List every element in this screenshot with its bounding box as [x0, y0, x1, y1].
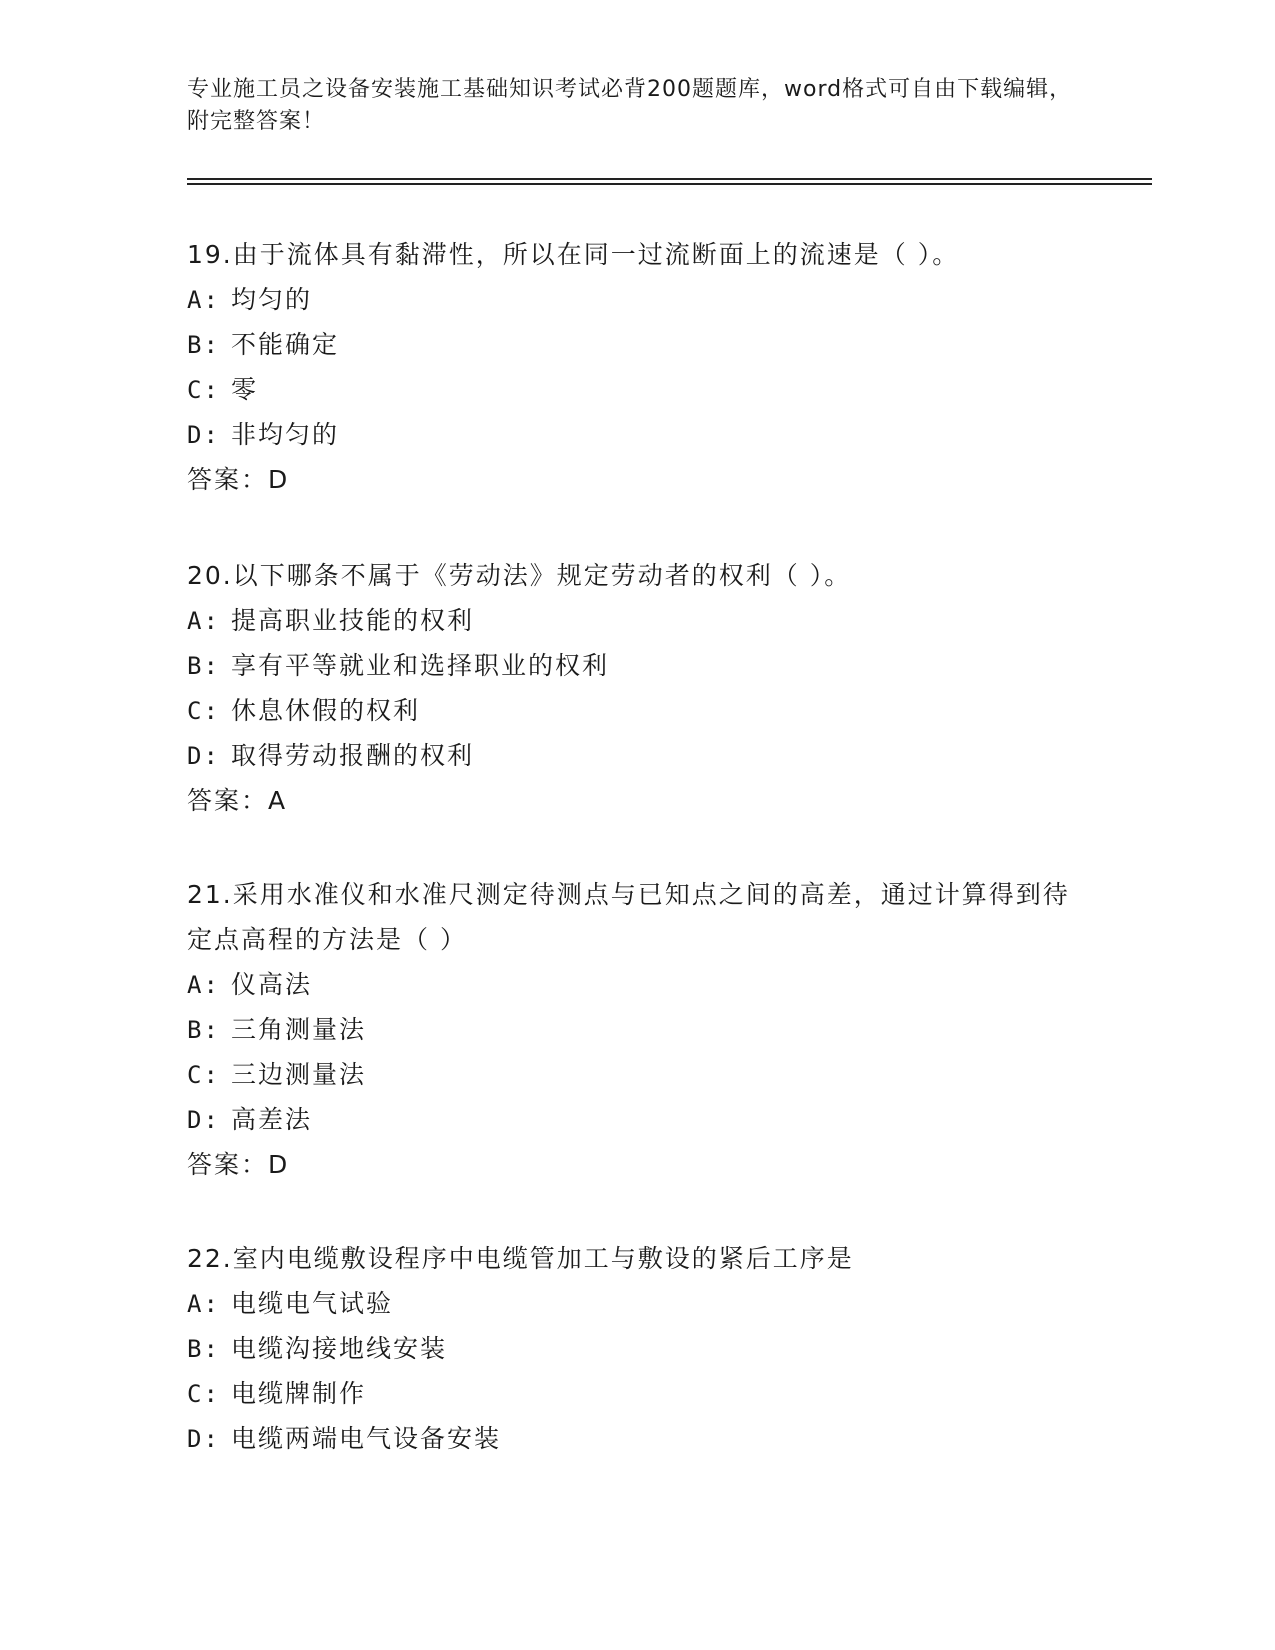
option-letter: A:	[187, 607, 220, 635]
option-letter: D:	[187, 421, 220, 449]
question-stem: 19.由于流体具有黏滞性，所以在同一过流断面上的流速是（ ）。	[187, 240, 960, 269]
option-text: 三角测量法	[231, 1015, 367, 1044]
document-header: 专业施工员之设备安装施工基础知识考试必背200题题库，word格式可自由下载编辑，附完整答案！	[187, 77, 1073, 134]
option-letter: C:	[187, 1061, 220, 1089]
option-a	[187, 962, 1087, 1007]
option-letter: B:	[187, 1335, 220, 1363]
option-c	[187, 1371, 1087, 1416]
option-text: 零	[231, 375, 259, 404]
question-stem: 20.以下哪条不属于《劳动法》规定劳动者的权利（ ）。	[187, 561, 852, 590]
option-c	[187, 688, 1087, 733]
option-letter: A:	[187, 1290, 220, 1318]
option-c	[187, 367, 1087, 412]
option-a	[187, 598, 1087, 643]
option-letter: A:	[187, 286, 220, 314]
answer-line: 答案：A	[187, 786, 288, 815]
option-b	[187, 1326, 1087, 1371]
option-letter: B:	[187, 1016, 220, 1044]
option-letter: C:	[187, 697, 220, 725]
option-text: 三边测量法	[231, 1060, 367, 1089]
option-letter: D:	[187, 742, 220, 770]
option-text: 提高职业技能的权利	[231, 606, 475, 635]
option-b	[187, 643, 1087, 688]
question-21	[187, 872, 1087, 1187]
option-letter: C:	[187, 1380, 220, 1408]
option-letter: A:	[187, 971, 220, 999]
option-text: 取得劳动报酬的权利	[231, 741, 475, 770]
option-text: 均匀的	[231, 285, 313, 314]
option-d	[187, 733, 1087, 778]
option-text: 享有平等就业和选择职业的权利	[231, 651, 610, 680]
question-stem: 22.室内电缆敷设程序中电缆管加工与敷设的紧后工序是	[187, 1244, 854, 1273]
option-letter: D:	[187, 1106, 220, 1134]
option-text: 电缆两端电气设备安装	[231, 1424, 502, 1453]
option-letter: B:	[187, 652, 220, 680]
option-d	[187, 1416, 1087, 1461]
question-19	[187, 232, 1087, 502]
option-d	[187, 412, 1087, 457]
answer-line: 答案：D	[187, 465, 290, 494]
option-d	[187, 1097, 1087, 1142]
option-text: 仪高法	[231, 970, 313, 999]
option-letter: B:	[187, 331, 220, 359]
option-a	[187, 277, 1087, 322]
header-divider-top	[187, 178, 1152, 180]
option-b	[187, 322, 1087, 367]
option-text: 不能确定	[231, 330, 340, 359]
option-text: 休息休假的权利	[231, 696, 421, 725]
option-c	[187, 1052, 1087, 1097]
option-letter: D:	[187, 1425, 220, 1453]
option-text: 电缆牌制作	[231, 1379, 367, 1408]
question-stem: 21.采用水准仪和水准尺测定待测点与已知点之间的高差，通过计算得到待定点高程的方法是（ ）	[187, 880, 1070, 954]
option-text: 电缆沟接地线安装	[231, 1334, 448, 1363]
option-text: 非均匀的	[231, 420, 340, 449]
option-text: 电缆电气试验	[231, 1289, 394, 1318]
option-text: 高差法	[231, 1105, 313, 1134]
header-divider-bottom	[187, 183, 1152, 185]
option-a	[187, 1281, 1087, 1326]
answer-line: 答案：D	[187, 1150, 290, 1179]
question-20	[187, 553, 1087, 823]
option-letter: C:	[187, 376, 220, 404]
option-b	[187, 1007, 1087, 1052]
question-22	[187, 1236, 1087, 1461]
